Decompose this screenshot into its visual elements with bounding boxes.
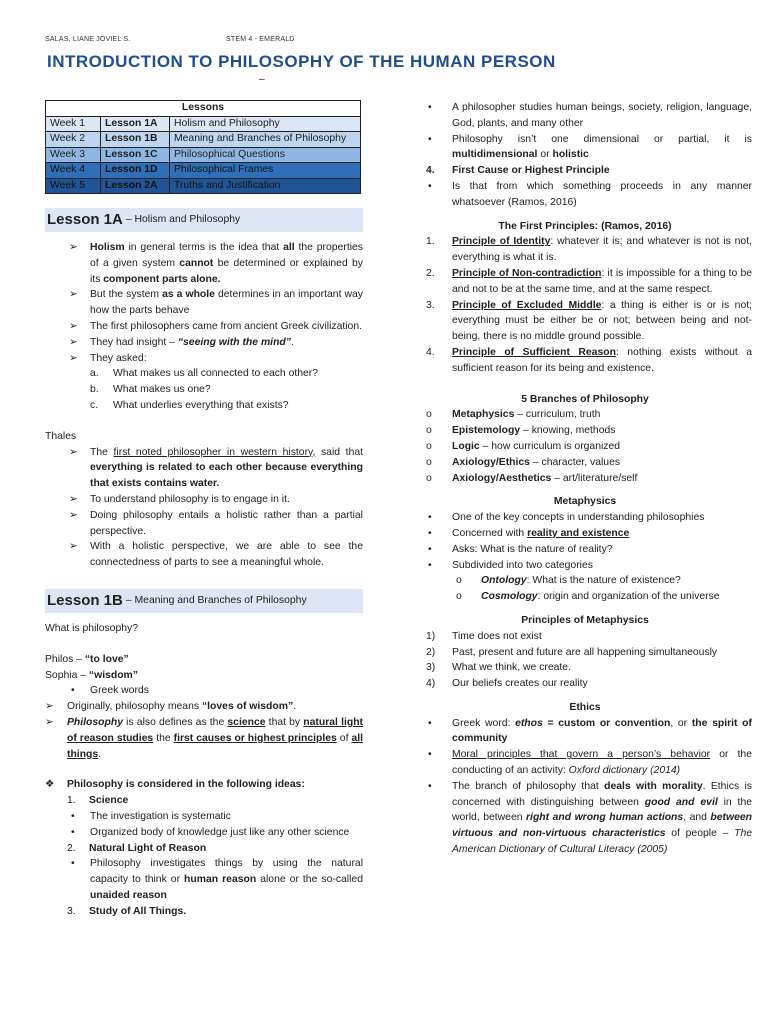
list-item: • Moral principles that govern a person’s behavior or the conducting of an activity: Oxford dictionary (2014) (428, 749, 752, 777)
topic-cell: Philosophical Questions (170, 147, 361, 163)
list-item: • The branch of philosophy that deals with morality. Ethics is concerned with distinguishing between good and evil in the world, between right and wrong human actions, and between virtuous and non-virtuous characteristics of people – The American Dictionary of Cultural Literacy (2005) (428, 780, 753, 856)
table-row (46, 178, 361, 194)
list-item: 1. Principle of Identity: whatever it is; and whatever is not is not, everything is what it is. (426, 236, 752, 264)
circle-bullet-icon: o (426, 456, 432, 468)
list-item: • Philosophy investigates things by using the natural capacity to think or human reason alone or the so-called unaided reason (71, 858, 363, 901)
topic-cell: Truths and Justification (170, 178, 361, 194)
section-heading: Ethics (569, 701, 601, 713)
list-item: ❖ Philosophy is considered in the following ideas: (45, 777, 363, 793)
section-heading: Metaphysics (553, 496, 617, 508)
bullet-icon: • (428, 780, 432, 792)
week-cell: Week 5 (46, 178, 101, 194)
list-item: ➢ Doing philosophy entails a holistic rather than a partial perspective. (69, 509, 363, 537)
page-title: INTRODUCTION TO PHILOSOPHY OF THE HUMAN PERSON (47, 52, 556, 71)
arrow-bullet-icon: ➢ (69, 289, 78, 301)
arrow-bullet-icon: ➢ (69, 541, 78, 553)
list-item: 4) Our beliefs creates our reality (426, 678, 588, 690)
bullet-icon: • (428, 543, 432, 555)
section-heading: Principles of Metaphysics (521, 614, 649, 626)
list-item: o Ontology: What is the nature of existence? (418, 573, 752, 589)
list-item: • The investigation is systematic (45, 809, 363, 825)
lesson-cell: Lesson 2A (101, 178, 170, 194)
list-item: ➢ With a holistic perspective, we are able to see the connectedness of parts to see a meaningful whole. (69, 541, 363, 569)
list-item: ➢ Originally, philosophy means “loves of wisdom”. (45, 699, 363, 715)
lesson-cell: Lesson 1C (101, 147, 170, 163)
lesson-cell: Lesson 1B (101, 132, 170, 148)
arrow-bullet-icon: ➢ (69, 446, 78, 458)
lesson-code: Lesson 1B (47, 592, 123, 610)
list-item: ➢ Philosophy is also defines as the science that by natural light of reason studies the first causes or highest principles of all things. (45, 716, 363, 760)
lesson-code: Lesson 1A (47, 211, 123, 229)
what-is-philosophy: What is philosophy? (45, 622, 138, 634)
list-item: o Metaphysics – curriculum, truth (418, 407, 752, 423)
list-item: ➢ To understand philosophy is to engage in it. (45, 492, 363, 508)
list-item: 2. Natural Light of Reason (67, 842, 207, 854)
list-item: • Subdivided into two categories (418, 558, 752, 574)
list-item: o Cosmology: origin and organization of the universe (418, 589, 752, 605)
section-heading: 5 Branches of Philosophy (521, 393, 649, 405)
class-section: STEM 4 - EMERALD (226, 36, 295, 43)
list-item: • Philosophy isn’t one dimensional or partial, it is multidimensional or holistic (428, 133, 752, 161)
table-row (46, 147, 361, 163)
arrow-bullet-icon: ➢ (69, 320, 78, 332)
lesson-1a-heading (45, 208, 363, 232)
topic-cell: Philosophical Frames (170, 163, 361, 179)
lessons-table-header: Lessons (46, 101, 361, 117)
lessons-table (45, 100, 361, 194)
bullet-icon: • (428, 512, 432, 524)
list-item: c. What underlies everything that exists? (90, 399, 289, 411)
list-item: ➢ But the system as a whole determines in an important way how the parts behave (69, 289, 363, 317)
list-item: • Concerned with reality and existence (418, 526, 752, 542)
list-item: ➢ They asked: (45, 351, 363, 367)
arrow-bullet-icon: ➢ (69, 493, 78, 505)
bullet-icon: • (428, 180, 432, 192)
circle-bullet-icon: o (426, 440, 432, 452)
list-item: • Is that from which something proceeds in any manner whatsoever (Ramos, 2016) (428, 180, 752, 208)
bullet-icon: • (428, 527, 432, 539)
list-item: 1. Science (67, 795, 129, 807)
list-item: ➢ The first philosophers came from ancient Greek civilization. (45, 319, 363, 335)
bullet-icon: • (428, 133, 432, 145)
right-column (418, 100, 752, 858)
list-item: 4. Principle of Sufficient Reason: nothing exists without a sufficient reason for its being and existence. (426, 346, 752, 374)
table-row (46, 132, 361, 148)
lesson-1b-heading (45, 589, 363, 613)
lesson-cell: Lesson 1D (101, 163, 170, 179)
list-item: o Axiology/Ethics – character, values (418, 455, 752, 471)
bullet-icon: • (428, 102, 432, 113)
list-item: 1) Time does not exist (426, 630, 542, 642)
list-item: • A philosopher studies human beings, society, religion, language, God, plants, and many other (428, 102, 752, 129)
week-cell: Week 1 (46, 116, 101, 132)
circle-bullet-icon: o (426, 425, 432, 437)
circle-bullet-icon: o (426, 409, 432, 421)
week-cell: Week 4 (46, 163, 101, 179)
list-item: ➢ The first noted philosopher in western history, said that everything is related to each other because everything that exists contains water. (69, 446, 364, 490)
bullet-icon: • (71, 858, 75, 870)
list-item: b. What makes us one? (90, 384, 211, 396)
section-heading: The First Principles: (Ramos, 2016) (498, 220, 672, 232)
title-dash: – (259, 74, 265, 85)
list-item: 3. Principle of Excluded Middle: a thing is either is or is not; everything must be either be or not; between being and not-being, there is no middle ground possible. (426, 299, 753, 343)
list-item: ➢ Holism in general terms is the idea that all the properties of a given system cannot be determined or explained by its component parts alone. (69, 242, 363, 285)
list-item: • Greek word: ethos = custom or convention, or the spirit of community (428, 717, 752, 745)
philos-line: Philos – “to love” (45, 653, 129, 665)
list-item: • Asks: What is the nature of reality? (418, 542, 752, 558)
bullet-icon: • (71, 826, 75, 838)
arrow-bullet-icon: ➢ (69, 352, 78, 364)
lesson-cell: Lesson 1A (101, 116, 170, 132)
bullet-icon: • (428, 559, 432, 571)
topic-cell: Meaning and Branches of Philosophy (170, 132, 361, 148)
list-item: o Logic – how curriculum is organized (418, 439, 752, 455)
list-item: • Organized body of knowledge just like any other science (45, 825, 363, 841)
lesson-title: – Holism and Philosophy (125, 214, 241, 226)
lesson-title: – Meaning and Branches of Philosophy (125, 595, 307, 607)
table-row (46, 116, 361, 132)
week-cell: Week 3 (46, 147, 101, 163)
arrow-bullet-icon: ➢ (69, 336, 78, 348)
list-item: o Epistemology – knowing, methods (418, 423, 752, 439)
bullet-icon: • (71, 685, 75, 697)
week-cell: Week 2 (46, 132, 101, 148)
arrow-bullet-icon: ➢ (45, 716, 54, 728)
thales-label: Thales (45, 430, 77, 442)
list-item: 3. Study of All Things. (67, 905, 187, 917)
list-item: a. What makes us all connected to each other? (90, 368, 319, 380)
sophia-line: Sophia – “wisdom” (45, 669, 138, 681)
circle-bullet-icon: o (456, 575, 462, 587)
list-item: • Greek words (45, 683, 363, 699)
author-name: SALAS, LIANE JOVIEL S. (45, 36, 131, 43)
bullet-icon: • (428, 717, 432, 729)
list-item: o Axiology/Aesthetics – art/literature/self (418, 471, 752, 487)
list-item: ➢ They had insight – “seeing with the mind”. (45, 335, 363, 351)
list-item: • One of the key concepts in understanding philosophies (418, 510, 752, 526)
topic-cell: Holism and Philosophy (170, 116, 361, 132)
bullet-icon: • (428, 749, 432, 761)
arrow-bullet-icon: ➢ (69, 509, 78, 521)
circle-bullet-icon: o (456, 591, 462, 603)
table-row (46, 163, 361, 179)
bullet-icon: • (71, 810, 75, 822)
list-item: 2. Principle of Non-contradiction: it is impossible for a thing to be and not to be at the same time, and at the same respect. (426, 267, 752, 295)
list-item: 3) What we think, we create. (426, 662, 571, 674)
diamond-bullet-icon: ❖ (45, 779, 55, 791)
left-column (45, 100, 363, 919)
list-item: 2) Past, present and future are all happening simultaneously (426, 646, 718, 658)
circle-bullet-icon: o (426, 472, 432, 484)
arrow-bullet-icon: ➢ (69, 242, 78, 253)
list-item: 4. First Cause or Highest Principle (426, 165, 610, 177)
arrow-bullet-icon: ➢ (45, 701, 54, 713)
